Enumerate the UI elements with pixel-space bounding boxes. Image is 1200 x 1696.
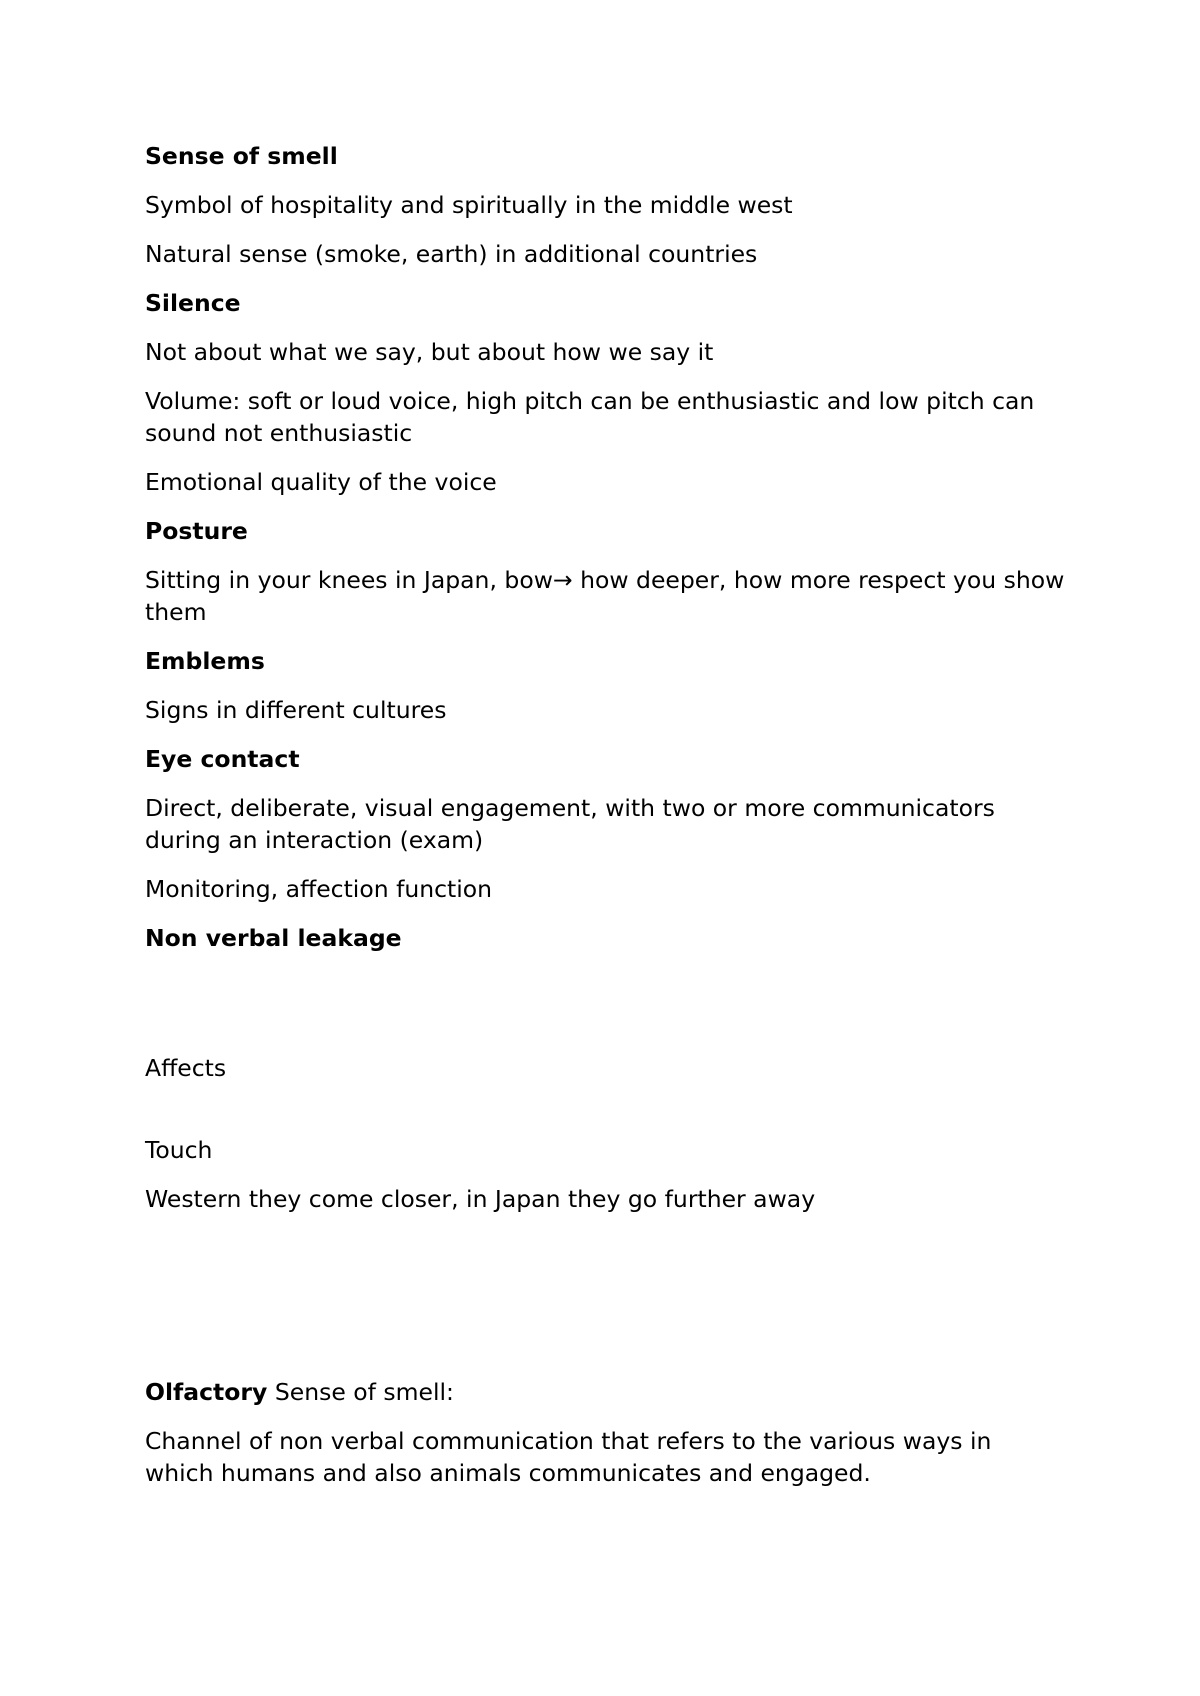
document-page (145, 140, 1065, 1506)
heading-emblems: Emblems (145, 647, 265, 675)
blank-space (145, 954, 1065, 1052)
paragraph-posture-japan (145, 564, 1065, 628)
blank-space (145, 1215, 1065, 1376)
paragraph-emotional-quality: Emotional quality of the voice (145, 468, 497, 496)
paragraph-monitoring: Monitoring, affection function (145, 875, 493, 903)
paragraph-how-we-say: Not about what we say, but about how we say it (145, 338, 714, 366)
paragraph-natural-sense: Natural sense (smoke, earth) in additional countries (145, 240, 758, 268)
arrow-right-icon: → (552, 566, 573, 594)
paragraph-signs: Signs in different cultures (145, 696, 447, 724)
paragraph-direct-engagement: Direct, deliberate, visual engagement, with two or more communicators during an interaction (exam) (145, 794, 995, 854)
heading-silence: Silence (145, 289, 241, 317)
paragraph-affects: Affects (145, 1054, 227, 1082)
paragraph-channel: Channel of non verbal communication that refers to the various ways in which humans and also animals communicates and engaged. (145, 1427, 992, 1487)
olfactory-definition: Sense of smell: (267, 1378, 454, 1406)
heading-eye-contact: Eye contact (145, 745, 300, 773)
heading-posture: Posture (145, 517, 248, 545)
blank-space (145, 1084, 1065, 1134)
posture-text-after: how deeper, how more respect you show them (145, 566, 1065, 626)
heading-sense-of-smell: Sense of smell (145, 142, 338, 170)
paragraph-olfactory (145, 1376, 1065, 1408)
paragraph-hospitality: Symbol of hospitality and spiritually in the middle west (145, 191, 793, 219)
olfactory-term: Olfactory (145, 1378, 268, 1406)
paragraph-western-japan: Western they come closer, in Japan they go further away (145, 1185, 816, 1213)
posture-text-before: Sitting in your knees in Japan, bow (145, 566, 553, 594)
heading-non-verbal-leakage: Non verbal leakage (145, 924, 402, 952)
paragraph-volume: Volume: soft or loud voice, high pitch can be enthusiastic and low pitch can sound not enthusiastic (145, 387, 1035, 447)
paragraph-touch: Touch (145, 1136, 213, 1164)
